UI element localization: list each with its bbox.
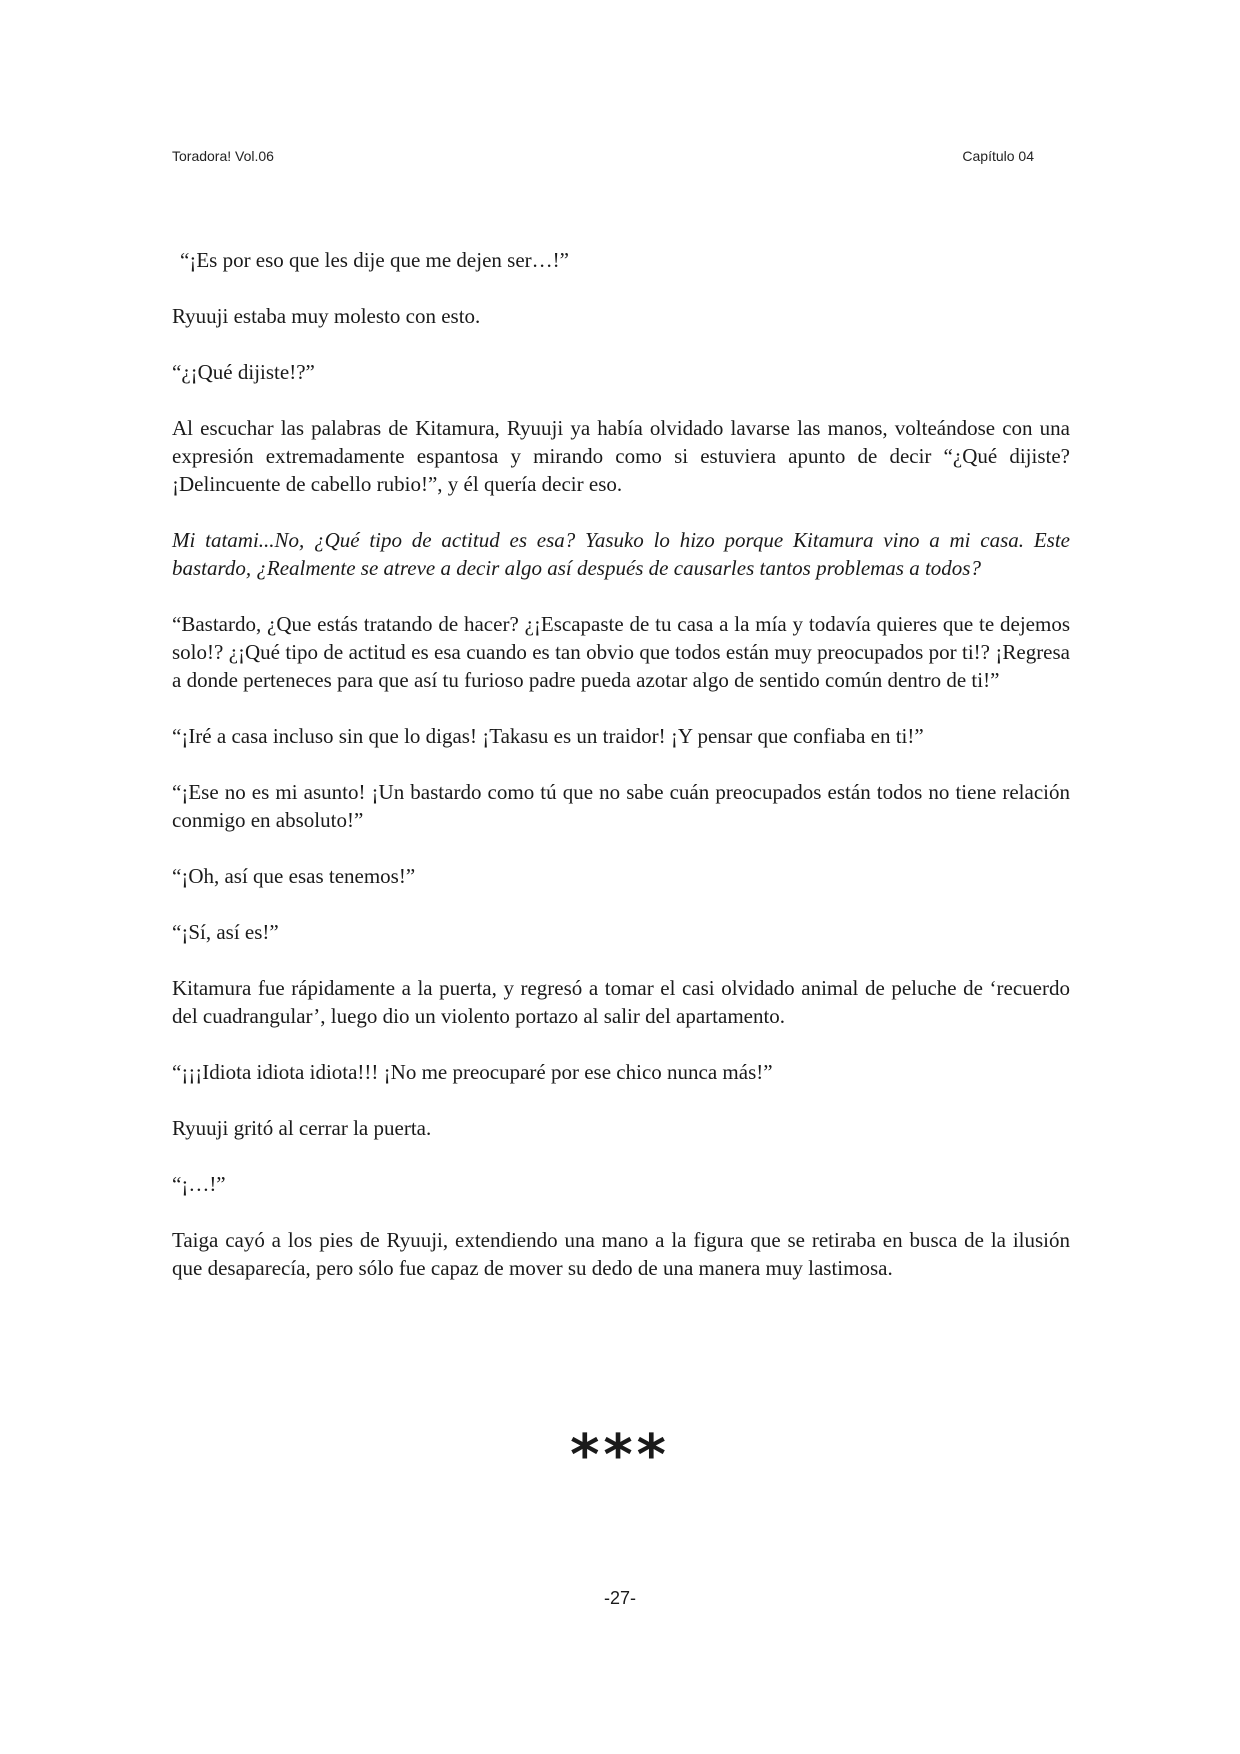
header-chapter: Capítulo 04 [962, 148, 1034, 164]
paragraph: “¡Iré a casa incluso sin que lo digas! ¡Takasu es un traidor! ¡Y pensar que confiaba en ti!” [172, 724, 924, 748]
paragraph: Ryuuji gritó al cerrar la puerta. [172, 1116, 432, 1140]
paragraph: “¡Oh, así que esas tenemos!” [172, 864, 416, 888]
page-number: -27- [603, 1588, 636, 1608]
paragraph-italic-thought: Mi tatami...No, ¿Qué tipo de actitud es esa? Yasuko lo hizo porque Kitamura vino a mi casa. Este bastardo, ¿Realmente se atreve a decir algo así después de causarles tantos problemas a todos? [172, 528, 1070, 580]
paragraph: “¡Ese no es mi asunto! ¡Un bastardo como tú que no sabe cuán preocupados están todos no tiene relación conmigo en absoluto!” [172, 780, 1070, 832]
paragraph: Ryuuji estaba muy molesto con esto. [172, 304, 481, 328]
page-body [172, 246, 1070, 1310]
paragraph: Kitamura fue rápidamente a la puerta, y regresó a tomar el casi olvidado animal de peluche de ‘recuerdo del cuadrangular’, luego dio un violento portazo al salir del apartamento. [172, 976, 1070, 1028]
paragraph: Taiga cayó a los pies de Ryuuji, extendiendo una mano a la figura que se retiraba en busca de la ilusión que desaparecía, pero sólo fue capaz de mover su dedo de una manera muy lastimosa. [172, 1228, 1070, 1280]
paragraph: “¡¡¡Idiota idiota idiota!!! ¡No me preocuparé por ese chico nunca más!” [172, 1060, 773, 1084]
header-book-title: Toradora! Vol.06 [172, 148, 274, 164]
paragraph: “¿¡Qué dijiste!?” [172, 360, 315, 384]
scene-break-separator: *** [570, 1423, 670, 1488]
running-header [172, 148, 1034, 168]
paragraph: “Bastardo, ¿Que estás tratando de hacer? ¿¡Escapaste de tu casa a la mía y todavía quieres que te dejemos solo!? ¿¡Qué tipo de actitud es esa cuando es tan obvio que todos están muy preocupados por ti!? ¡Regresa a donde perteneces para que así tu furioso padre pueda azotar algo de sentido común dentro de ti!” [172, 612, 1070, 692]
paragraph: Al escuchar las palabras de Kitamura, Ryuuji ya había olvidado lavarse las manos, volteándose con una expresión extremadamente espantosa y mirando como si estuviera apunto de decir “¿Qué dijiste? ¡Delincuente de cabello rubio!”, y él quería decir eso. [172, 416, 1070, 496]
paragraph: “¡Sí, así es!” [172, 920, 279, 944]
paragraph: “¡Es por eso que les dije que me dejen ser…!” [180, 248, 569, 272]
paragraph: “¡…!” [172, 1172, 226, 1196]
